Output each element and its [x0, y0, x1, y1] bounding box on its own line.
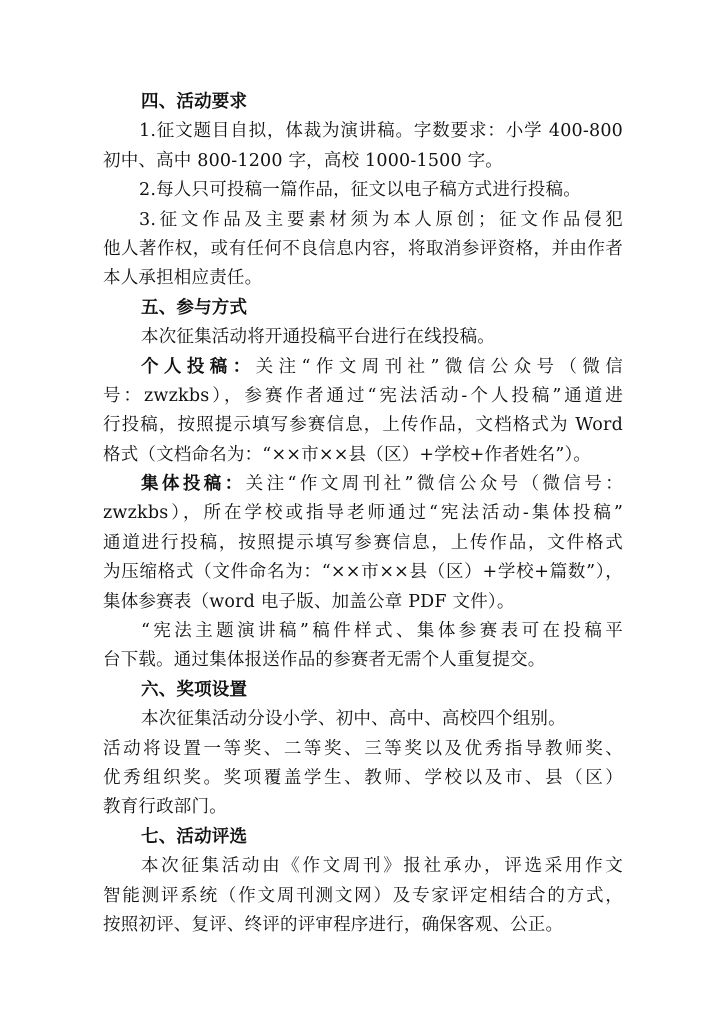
paragraph-line: 初中、高中 800-1200 字，高校 1000-1500 字。 — [103, 150, 503, 171]
paragraph-line: 优秀组织奖。奖项覆盖学生、教师、学校以及市、县（区） — [103, 767, 623, 788]
section-heading-participation: 五、参与方式 — [141, 297, 248, 318]
individual-submission-first-line — [103, 353, 623, 382]
paragraph-line: 集体参赛表（word 电子版、加盖公章 PDF 文件）。 — [103, 591, 515, 612]
paragraph-line: 教育行政部门。 — [103, 797, 227, 818]
paragraph-line: 按照初评、复评、终评的评审程序进行，确保客观、公正。 — [103, 914, 564, 935]
paragraph-line: 1.征文题目自拟，体裁为演讲稿。字数要求：小学 400-800 — [139, 121, 623, 142]
paragraph-line: 智能测评系统（作文周刊测文网）及专家评定相结合的方式， — [103, 885, 623, 906]
section-heading-evaluation: 七、活动评选 — [141, 826, 248, 847]
paragraph-line: 2.每人只可投稿一篇作品，征文以电子稿方式进行投稿。 — [139, 180, 581, 201]
paragraph-line: 台下载。通过集体报送作品的参赛者无需个人重复提交。 — [103, 650, 546, 671]
paragraph-line: 活动将设置一等奖、二等奖、三等奖以及优秀指导教师奖、 — [103, 738, 623, 759]
paragraph-line: 格式（文档命名为：“××市××县（区）+学校+作者姓名”）。 — [103, 444, 592, 465]
paragraph-line: 本次征集活动分设小学、初中、高中、高校四个组别。 — [141, 709, 566, 730]
paragraph-line: 3.征文作品及主要素材须为本人原创；征文作品侵犯 — [139, 209, 623, 230]
paragraph-line: “宪法主题演讲稿”稿件样式、集体参赛表可在投稿平 — [141, 621, 623, 642]
group-submission-label: 集体投稿： — [141, 474, 246, 495]
paragraph-line: 本次征集活动将开通投稿平台进行在线投稿。 — [141, 327, 495, 348]
paragraph-line: 本人承担相应责任。 — [103, 268, 263, 289]
paragraph-line: 为压缩格式（文件命名为：“××市××县（区）+学校+篇数”）， — [103, 562, 623, 583]
paragraph-line: 他人著作权，或有任何不良信息内容，将取消参评资格，并由作者 — [103, 238, 623, 259]
paragraph-text: 关注“作文周刊社”微信公众号（微信号： — [245, 474, 623, 495]
section-heading-requirements: 四、活动要求 — [141, 92, 248, 112]
individual-submission-label: 个人投稿： — [141, 356, 256, 377]
paragraph-line: 本次征集活动由《作文周刊》报社承办，评选采用作文 — [141, 856, 623, 877]
paragraph-line: zwzkbs），所在学校或指导老师通过“宪法活动-集体投稿” — [103, 503, 623, 524]
section-heading-awards: 六、奖项设置 — [141, 679, 248, 700]
paragraph-text: 关注“作文周刊社”微信公众号（微信 — [255, 356, 623, 377]
paragraph-line: 号：zwzkbs），参赛作者通过“宪法活动-个人投稿”通道进 — [103, 385, 623, 406]
group-submission-first-line — [103, 470, 623, 499]
paragraph-line: 行投稿，按照提示填写参赛信息，上传作品，文档格式为 Word — [103, 415, 623, 436]
document-body — [103, 88, 623, 940]
paragraph-line: 通道进行投稿，按照提示填写参赛信息，上传作品，文件格式 — [103, 532, 623, 553]
